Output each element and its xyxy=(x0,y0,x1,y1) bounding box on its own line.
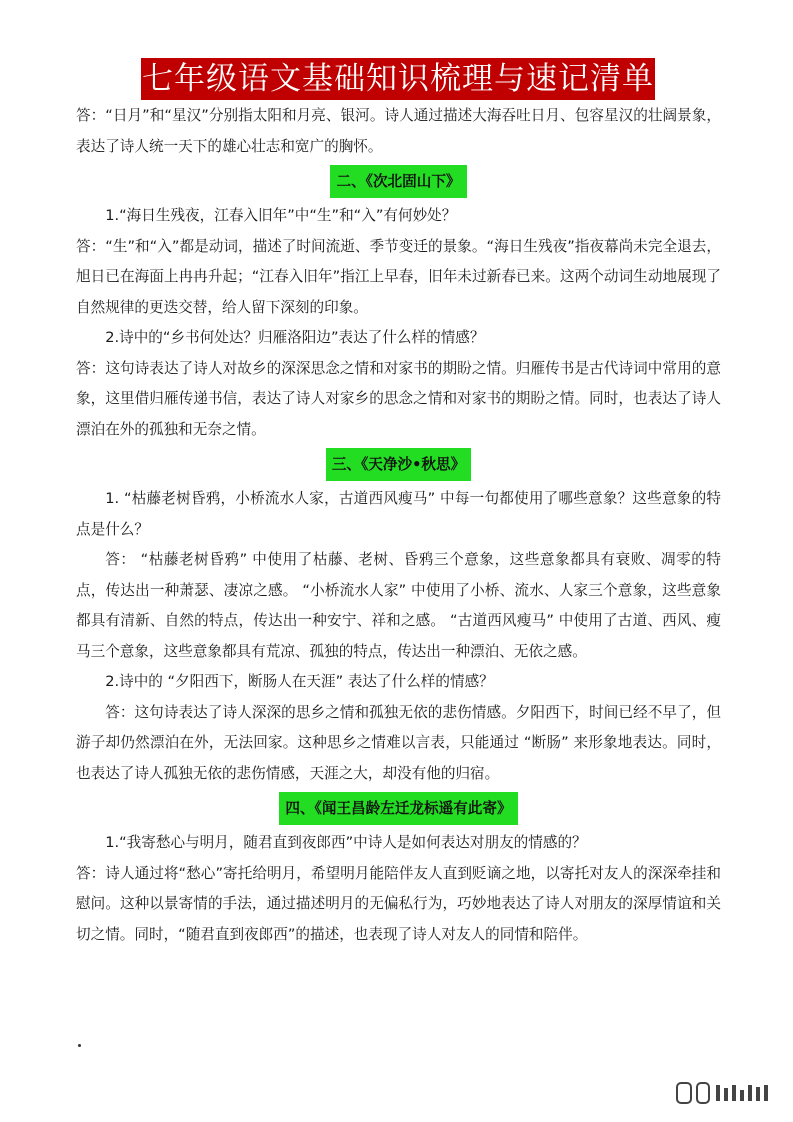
answer-2-2: 答：这句诗表达了诗人对故乡的深深思念之情和对家书的期盼之情。归雁传书是古代诗词中常用的意象，这里借归雁传递书信，表达了诗人对家乡的思念之情和对家书的期盼之情。同时，也表达了诗人漂泊在外的孤独和无奈之情。 xyxy=(76,359,721,438)
answer-4-1: 答：诗人通过将“愁心”寄托给明月，希望明月能陪伴友人直到贬谪之地，以寄托对友人的深深牵挂和慰问。这种以景寄情的手法，通过描述明月的无偏私行为，巧妙地表达了诗人对朋友的深厚情谊和关切之情。同时，“随君直到夜郎西”的描述，也表现了诗人对友人的同情和陪伴。 xyxy=(76,864,721,943)
section-heading-2: 二、《次北固山下》 xyxy=(330,165,466,198)
bullet-dot xyxy=(78,1044,81,1047)
document-body xyxy=(76,101,721,950)
watermark-logo-icon xyxy=(676,1082,776,1104)
question-3-2: 2.诗中的 “夕阳西下，断肠人在天涯” 表达了什么样的情感？ xyxy=(105,673,494,690)
question-4-1: 1.“我寄愁心与明月，随君直到夜郎西”中诗人是如何表达对朋友的情感的？ xyxy=(105,834,587,851)
section-heading-wrap xyxy=(76,165,721,198)
answer-3-1: 答： “枯藤老树昏鸦” 中使用了枯藤、老树、昏鸦三个意象，这些意象都具有衰败、凋零的特点，传达出一种萧瑟、凄凉之感。 “小桥流水人家” 中使用了小桥、流水、人家三个意象，这些意象都具有清新、自然的特点，传达出一种安宁、祥和之感。 “古道西风瘦马” 中使用了古道、西风、瘦马三个意象，这些意象都具有荒凉、孤独的特点，传达出一种漂泊、无依之感。 xyxy=(76,551,721,660)
section-heading-4: 四、《闻王昌龄左迁龙标遥有此寄》 xyxy=(279,792,517,825)
question-3-1: 1. “枯藤老树昏鸦，小桥流水人家，古道西风瘦马” 中每一句都使用了哪些意象？这些意象的特点是什么？ xyxy=(76,490,721,538)
page-title: 七年级语文基础知识梳理与速记清单 xyxy=(141,58,655,100)
answer-3-2: 答：这句诗表达了诗人深深的思乡之情和孤独无依的悲伤情感。夕阳西下，时间已经不早了，但游子却仍然漂泊在外，无法回家。这种思乡之情难以言表，只能通过 “断肠” 来形象地表达。同时，也表达了诗人孤独无依的悲伤情感，天涯之大，却没有他的归宿。 xyxy=(76,703,721,782)
answer-2-1: 答：“生”和“入”都是动词，描述了时间流逝、季节变迁的景象。“海日生残夜”指夜幕尚未完全退去，旭日已在海面上冉冉升起；“江春入旧年”指江上早春，旧年未过新春已来。这两个动词生动地展现了自然规律的更迭交替，给人留下深刻的印象。 xyxy=(76,237,721,316)
question-2-1: 1.“海日生残夜，江春入旧年”中“生”和“入”有何妙处？ xyxy=(105,207,457,224)
section-heading-3: 三、《天净沙•秋思》 xyxy=(326,448,471,481)
section-heading-wrap xyxy=(76,792,721,825)
question-2-2: 2.诗中的“乡书何处达？归雁洛阳边”表达了什么样的情感？ xyxy=(105,329,485,346)
section-heading-wrap xyxy=(76,448,721,481)
intro-answer: 答：“日月”和“星汉”分别指太阳和月亮、银河。诗人通过描述大海吞吐日月、包容星汉的壮阔景象，表达了诗人统一天下的雄心壮志和宽广的胸怀。 xyxy=(76,107,721,155)
